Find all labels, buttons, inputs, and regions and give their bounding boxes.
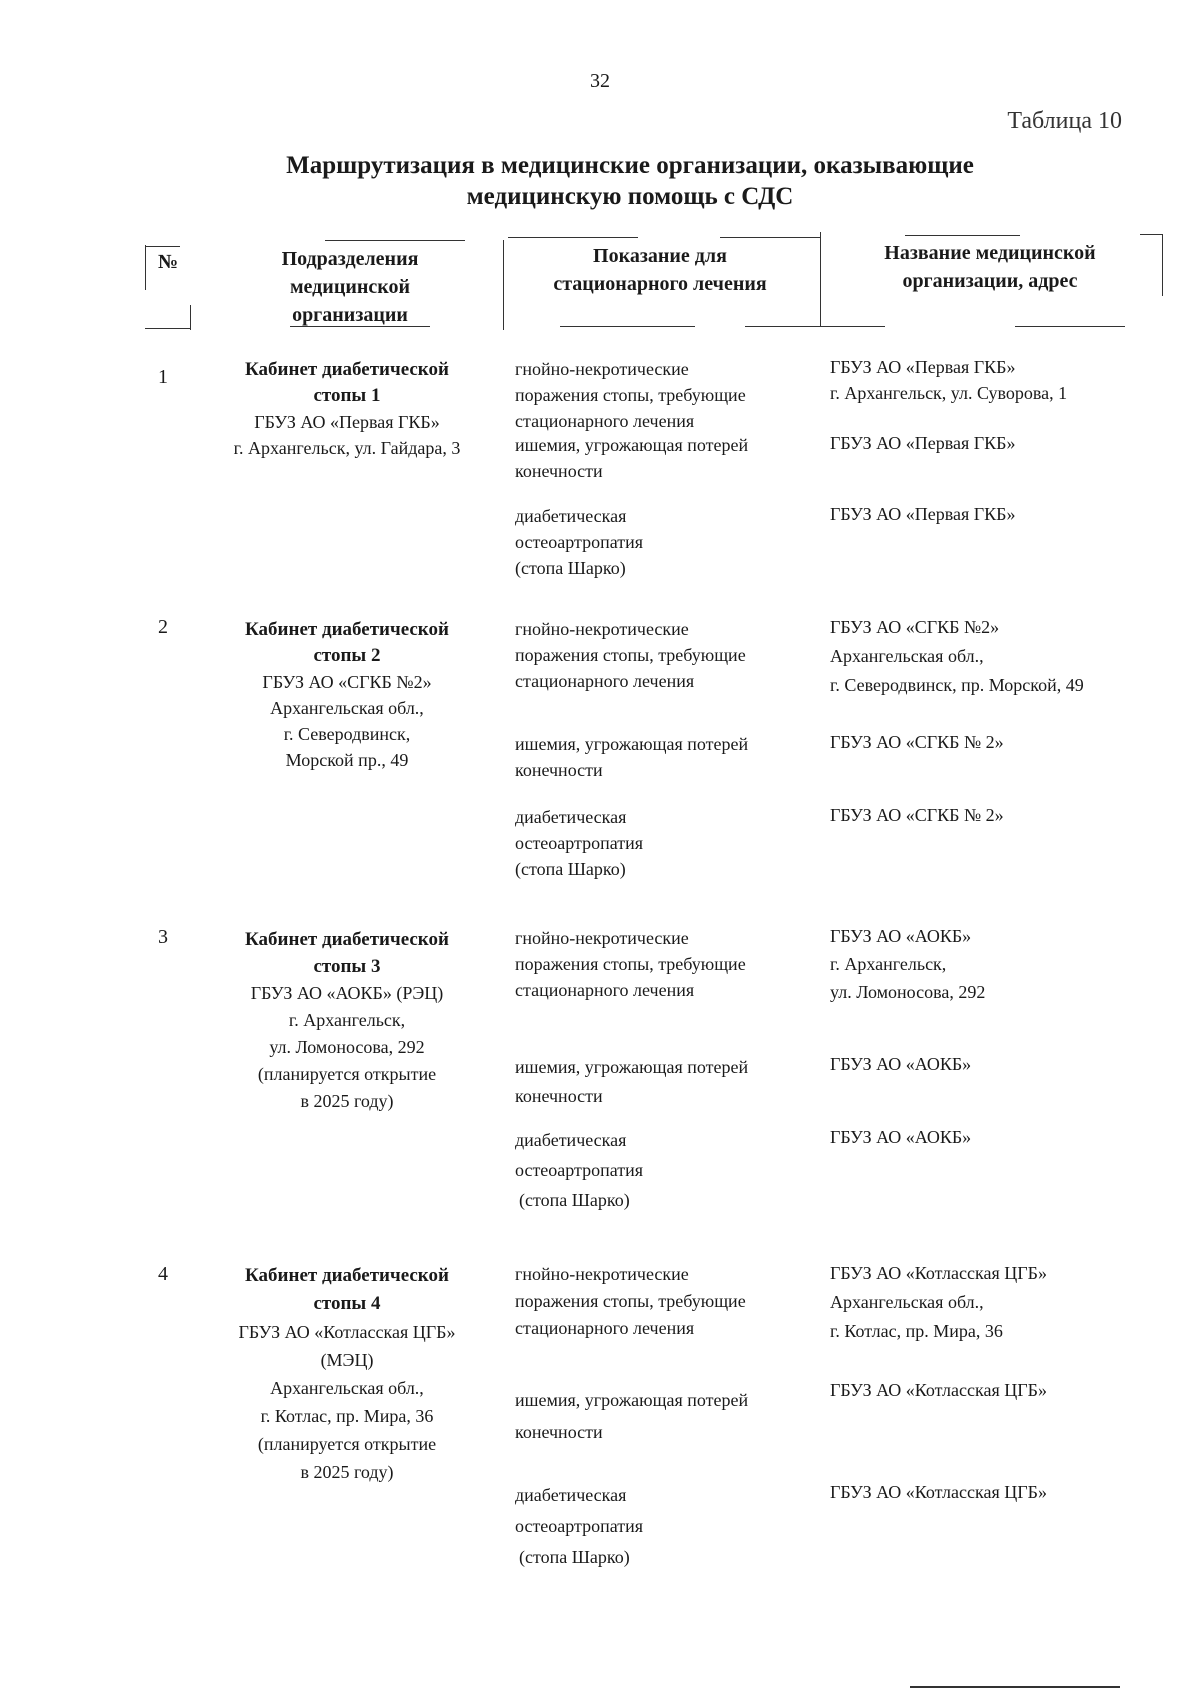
- division-cell: Кабинет диабетической стопы 2 ГБУЗ АО «СГКБ №2» Архангельская обл., г. Северодвинск, Морской пр., 49: [245, 619, 449, 770]
- indication-cell: ишемия, угрожающая потерей конечности: [515, 1057, 749, 1106]
- header-rule: [508, 237, 638, 238]
- header-rule: [145, 246, 180, 247]
- header-num: №: [158, 251, 179, 273]
- org-cell: ГБУЗ АО «СГКБ № 2»: [830, 732, 1004, 752]
- org-cell: ГБУЗ АО «Котласская ЦГБ» Архангельская обл., г. Котлас, пр. Мира, 36: [830, 1263, 1047, 1341]
- header-rule: [905, 235, 1020, 236]
- header-rule: [503, 240, 504, 330]
- indication-cell: гнойно-некротические поражения стопы, требующие стационарного лечения: [515, 619, 746, 691]
- header-rule: [820, 232, 821, 326]
- division-cell: Кабинет диабетической стопы 4 ГБУЗ АО «Котласская ЦГБ» (МЭЦ) Архангельская обл., г. Котлас, пр. Мира, 36 (планируется открытие в 2025 году): [238, 1265, 456, 1482]
- org-cell: ГБУЗ АО «Первая ГКБ»: [830, 504, 1016, 524]
- header-rule: [1162, 234, 1163, 296]
- document-title: [200, 150, 1060, 212]
- footer-rule: [910, 1686, 1120, 1688]
- header-indication: Показание для стационарного лечения: [553, 245, 767, 295]
- division-cell: Кабинет диабетической стопы 3 ГБУЗ АО «АОКБ» (РЭЦ) г. Архангельск, ул. Ломоносова, 292 (планируется открытие в 2025 году): [245, 929, 449, 1111]
- row-number: 2: [158, 616, 168, 638]
- header-rule: [145, 245, 146, 290]
- org-cell: ГБУЗ АО «Котласская ЦГБ»: [830, 1380, 1047, 1400]
- title-line-1: Маршрутизация в медицинские организации, оказывающие: [286, 152, 974, 179]
- indication-cell: диабетическая остеоартропатия (стопа Шарко): [515, 807, 644, 879]
- title-line-2: медицинскую помощь с СДС: [466, 183, 794, 210]
- org-cell: ГБУЗ АО «АОКБ» г. Архангельск, ул. Ломоносова, 292: [830, 926, 986, 1002]
- row-number: 4: [158, 1263, 168, 1285]
- header-rule: [720, 237, 820, 238]
- indication-cell: гнойно-некротические поражения стопы, требующие стационарного лечения: [515, 359, 746, 431]
- org-cell: ГБУЗ АО «Первая ГКБ» г. Архангельск, ул. Суворова, 1: [830, 357, 1068, 403]
- header-rule: [145, 328, 190, 329]
- header-division: Подразделения медицинской организации: [281, 248, 419, 326]
- indication-cell: ишемия, угрожающая потерей конечности: [515, 734, 749, 780]
- org-cell: ГБУЗ АО «Первая ГКБ»: [830, 433, 1016, 453]
- org-cell: ГБУЗ АО «СГКБ № 2»: [830, 805, 1004, 825]
- indication-cell: диабетическая остеоартропатия (стопа Шарко): [515, 1485, 644, 1567]
- row-number: 3: [158, 926, 168, 948]
- org-cell: ГБУЗ АО «АОКБ»: [830, 1054, 972, 1074]
- indication-cell: ишемия, угрожающая потерей конечности: [515, 1390, 749, 1442]
- header-rule: [1140, 234, 1162, 235]
- header-org: Название медицинской организации, адрес: [884, 242, 1096, 292]
- table-label: Таблица 10: [1007, 108, 1122, 134]
- indication-cell: гнойно-некротические поражения стопы, требующие стационарного лечения: [515, 928, 746, 1000]
- header-rule: [1015, 326, 1125, 327]
- indication-cell: ишемия, угрожающая потерей конечности: [515, 435, 749, 481]
- division-cell: Кабинет диабетической стопы 1 ГБУЗ АО «Первая ГКБ» г. Архангельск, ул. Гайдара, 3: [233, 359, 461, 458]
- header-rule: [325, 240, 465, 241]
- indication-cell: гнойно-некротические поражения стопы, требующие стационарного лечения: [515, 1264, 746, 1338]
- row-number: 1: [158, 366, 168, 388]
- indication-cell: диабетическая остеоартропатия (стопа Шарко): [515, 506, 644, 578]
- page-number: 32: [590, 70, 610, 92]
- org-cell: ГБУЗ АО «Котласская ЦГБ»: [830, 1482, 1047, 1502]
- org-cell: ГБУЗ АО «АОКБ»: [830, 1127, 972, 1147]
- header-rule: [190, 305, 191, 330]
- indication-cell: диабетическая остеоартропатия (стопа Шарко): [515, 1130, 644, 1210]
- header-rule: [560, 326, 695, 327]
- header-rule: [745, 326, 885, 327]
- org-cell: ГБУЗ АО «СГКБ №2» Архангельская обл., г. Северодвинск, пр. Морской, 49: [830, 617, 1084, 695]
